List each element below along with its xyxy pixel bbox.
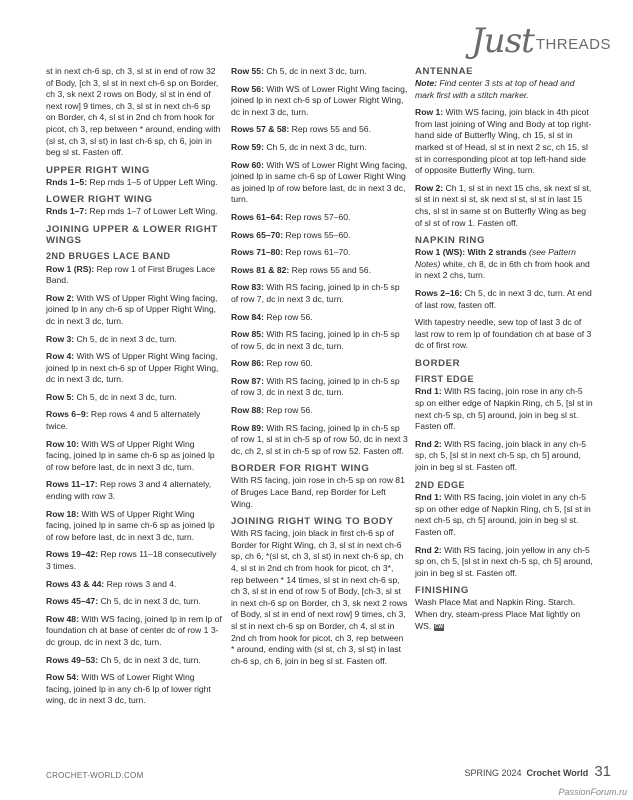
row-label: Row 2:: [46, 292, 75, 303]
paragraph: With tapestry needle, sew top of last 3 dc of last row to rem lp of foundation ch at base of 3 dc of first row.: [415, 317, 592, 351]
column-3: [415, 66, 593, 638]
row-text: With WS of Lower Right Wing facing, joined lp in same ch-6 sp of Lower Right Wing as joined lp of row before last, dc in next 3 dc, turn.: [231, 159, 408, 205]
row-label: Rows 19–42:: [46, 549, 99, 560]
paragraph: Wash Place Mat and Napkin Ring. Starch. When dry, steam-press Place Mat lightly on WS.: [415, 597, 581, 631]
row-text: Rep rows 4 and 5 alternately twice.: [46, 409, 201, 432]
header-logo: [471, 12, 611, 61]
row-label: Row 55:: [231, 66, 264, 76]
logo-threads: THREADS: [535, 36, 611, 53]
row-label: Row 3:: [46, 333, 75, 344]
subsection-heading: FIRST EDGE: [415, 373, 475, 384]
row-label: Row 1:: [415, 107, 444, 118]
row-label: Row 1 (RS):: [46, 263, 95, 274]
row-label: Row 59:: [231, 141, 264, 152]
row-text: Rep rows 55 and 56.: [289, 124, 371, 135]
row-label: Rnds 1–7:: [46, 206, 88, 217]
row-label: Rnd 1:: [415, 386, 442, 397]
row-label: Row 86:: [231, 358, 264, 369]
row-label: Row 89:: [231, 422, 264, 433]
row-label: Rows 57 & 58:: [231, 124, 290, 135]
paragraph: With RS facing, join black in first ch-6 sp of Border for Right Wing, ch 3, sl st in next ch-6 sp, ch 6, *(sl st, ch 3, sl st) in next ch-6 sp, ch 4, sl st in 2nd ch from hook for picot, ch 3*, rep between * 14 times, sl st in next ch-6 sp, ch 3, sl st in end of row 5 of Body, [ch-3, sl st in next ch-6 sp on Border, ch 3, sk next 2 rows of Body, sl st in end of next row] 9 times, ch 3, sl st in next ch-6 sp on Border, ch 4, sl st in 2nd ch from hook for picot, ch 3, rep between * around, ending with (sl st, ch 3, sl st) in last ch-6 sp, ch 6, join in beg sl st. Fasten off.: [231, 528, 408, 666]
row-text: Rep rows 3 and 4 alternately, ending with row 3.: [46, 479, 212, 502]
row-label: Rows 71–80:: [231, 247, 284, 258]
row-text: Rep row 56.: [263, 311, 313, 322]
row-text: With RS facing, joined lp in ch-5 sp of row 7, dc in next 3 dc, turn.: [231, 282, 400, 304]
row-label: Rows 49–53:: [46, 654, 99, 665]
row-label: Row 5:: [46, 391, 75, 402]
row-label: Rows 61–64:: [231, 211, 284, 222]
row-text: white, ch 8, dc in 6th ch from hook and in next 2 chs, turn.: [415, 258, 590, 281]
row-label: Row 54:: [46, 672, 79, 683]
paragraph: st in next ch-6 sp, ch 3, sl st in end of row 32 of Body, [ch 3, sl st in next ch-6 sp on Border, ch 3, sk next 2 rows on Body, sl st in end of next row] 9 times, ch 3, sl st in next ch-6 sp on Border, ch 4, sl st in 2nd ch from hook for picot, ch 3, rep between * around, ending with (sl st, ch 3, sl st) in last ch-6 sp, ch 6, join in beg sl st. Fasten off.: [46, 66, 221, 158]
section-heading: ANTENNAE: [415, 66, 474, 77]
row-text: Rep row 1 of First Bruges Lace Band.: [46, 263, 216, 286]
row-label-strands: With 2 strands: [465, 247, 527, 258]
row-text: Ch 5, dc in next 3 dc, turn.: [263, 66, 367, 76]
row-text: With RS facing, joined lp in ch-5 sp of row 1, sl st in ch-5 sp of row 50, dc in next 3 dc, ch 2, sl st in ch-5 sp of row 52. Fasten off.: [231, 422, 408, 456]
row-label: Rows 45–47:: [46, 596, 99, 607]
row-label: Rows 65–70:: [231, 229, 284, 240]
row-text: Rep rows 55–60.: [283, 229, 351, 240]
footer-site: CROCHET-WORLD.COM: [46, 771, 144, 780]
row-label: Row 56:: [231, 83, 264, 94]
row-label: Rnds 1–5:: [46, 176, 88, 187]
footer-magazine: Crochet World: [526, 768, 589, 778]
subsection-heading: 2ND BRUGES LACE BAND: [46, 250, 171, 261]
section-heading: BORDER FOR RIGHT WING: [231, 463, 370, 475]
row-label: Row 1 (WS):: [415, 247, 466, 258]
row-text: Rep row 60.: [263, 358, 313, 369]
row-text: Rep rows 3 and 4.: [104, 578, 177, 589]
row-text: Rep rows 11–18 consecutively 3 times.: [46, 549, 217, 571]
section-heading: UPPER RIGHT WING: [46, 164, 150, 176]
row-text: Ch 5, dc in next 3 dc, turn.: [98, 654, 201, 665]
row-text: Ch 5, dc in next 3 dc, turn. At end of last row, fasten off.: [415, 287, 592, 310]
section-heading: FINISHING: [415, 585, 469, 597]
row-label: Row 18:: [46, 508, 79, 519]
section-heading: BORDER: [415, 357, 461, 369]
row-label: Row 60:: [231, 159, 264, 170]
row-label: Row 83:: [231, 282, 264, 293]
note-label: Note:: [415, 78, 437, 88]
row-text: With WS of Upper Right Wing facing, joined lp in any ch-6 sp of Upper Right Wing, dc in next 3 dc, turn.: [46, 292, 218, 326]
row-text: With RS facing, join violet in any ch-5 sp on other edge of Napkin Ring, ch 5, [sl st in next ch-5 sp, ch 5] around, join in beg sl st. Fasten off.: [415, 492, 591, 537]
row-text: With WS of Upper Right Wing facing, joined lp in next ch-6 sp of Upper Right Wing, dc in next 3 dc, turn.: [46, 351, 219, 385]
row-text: Ch 5, dc in next 3 dc, turn.: [263, 141, 367, 152]
row-text: With WS of Upper Right Wing facing, joined lp in same ch-6 sp as joined lp of row before last, dc in next 3 dc, turn.: [46, 508, 215, 542]
subsection-heading: 2ND EDGE: [415, 479, 466, 490]
row-label: Rows 81 & 82:: [231, 264, 290, 275]
row-text: Ch 5, dc in next 3 dc, turn.: [98, 596, 201, 607]
row-label: Row 87:: [231, 375, 264, 386]
row-label: Rows 43 & 44:: [46, 578, 105, 589]
section-heading: JOINING UPPER & LOWER RIGHT WINGS: [46, 223, 218, 246]
row-note: (see Pattern Notes): [415, 247, 576, 269]
row-label: Row 85:: [231, 329, 264, 340]
footer-season: SPRING 2024: [464, 768, 522, 778]
row-text: With WS facing, joined lp in rem lp of foundation ch at base of center dc of row 1 3-dc group, dc in next 3 dc, turn.: [46, 613, 222, 647]
footer: [0, 760, 633, 800]
row-label: Rnd 2:: [415, 544, 442, 555]
row-label: Rows 11–17:: [46, 479, 98, 490]
row-text: Rep rows 57–60.: [283, 211, 351, 222]
row-text: With WS of Lower Right Wing facing, joined lp in next ch-6 sp of Lower Right Wing, dc in next 3 dc, turn.: [231, 83, 408, 117]
row-text: With WS facing, join black in 4th picot from last joining of Wing and Body at top right-hand side of Butterfly Wing, ch 15, sl st in marked st of Head, sl st in next 2 sc, ch 15, sl st in corresponding picot at top left-hand side of opposite Butterfly Wing, turn.: [415, 107, 592, 176]
row-text: With RS facing, join rose in any ch-5 sp on either edge of Napkin Ring, ch 5, [sl st in next ch-5 sp, ch 5] around, join in beg sl st. Fasten off.: [415, 386, 593, 432]
row-text: Ch 5, dc in next 3 dc, turn.: [74, 391, 177, 402]
row-text: Rep rows 55 and 56.: [289, 264, 371, 275]
row-label: Row 48:: [46, 613, 79, 624]
row-label: Row 88:: [231, 405, 264, 416]
row-text: With RS facing, joined lp in ch-5 sp of row 3, dc in next 3 dc, turn.: [231, 375, 400, 398]
row-label: Row 2:: [415, 182, 444, 193]
row-text: Ch 1, sl st in next 15 chs, sk next sl st, sl st in next sl st, sk next sl st, sl st in last 15 chs, sl st in same st on Butterfly Wing as beg of sl st of row 1. Fasten off.: [415, 182, 592, 228]
row-text: With WS of Lower Right Wing facing, joined lp in any ch-6 lp of lower right wing, dc in next 3 dc, turn.: [46, 672, 211, 706]
row-label: Row 84:: [231, 311, 264, 322]
note-text: Find center 3 sts at top of head and mark first with a stitch marker.: [415, 78, 575, 100]
row-label: Row 4:: [46, 351, 75, 362]
row-text: Ch 5, dc in next 3 dc, turn.: [74, 333, 177, 344]
row-text: With RS facing, join yellow in any ch-5 sp on, ch 5, [sl st in next ch-5 sp, ch 5] around, join in beg sl st. Fasten off.: [415, 544, 593, 578]
row-label: Rnd 2:: [415, 438, 442, 449]
row-text: With RS facing, joined lp in ch-5 sp of row 5, dc in next 3 dc, turn.: [231, 329, 400, 351]
section-heading: NAPKIN RING: [415, 235, 486, 247]
row-text: With WS of Upper Right Wing facing, joined lp in same ch-6 sp as joined lp of row before last, dc in next 3 dc, turn.: [46, 438, 215, 472]
row-label: Rows 2–16:: [415, 287, 463, 298]
row-label: Row 10:: [46, 438, 79, 449]
row-text: Rep row 56.: [263, 405, 313, 416]
column-1: [46, 66, 222, 713]
end-mark-icon: CW: [434, 623, 443, 630]
watermark: PassionForum.ru: [558, 787, 627, 797]
logo-just: Just: [471, 21, 534, 61]
row-text: Rep rnds 1–5 of Upper Left Wing.: [87, 176, 218, 187]
column-2: [231, 66, 408, 673]
row-label: Rows 6–9:: [46, 409, 89, 420]
page-number: 31: [594, 763, 611, 780]
section-heading: LOWER RIGHT WING: [46, 194, 153, 206]
section-heading: JOINING RIGHT WING TO BODY: [231, 516, 394, 528]
row-text: Rep rows 61–70.: [283, 247, 351, 258]
row-text: Rep rnds 1–7 of Lower Left Wing.: [87, 206, 218, 217]
paragraph: With RS facing, join rose in ch-5 sp on row 81 of Bruges Lace Band, rep Border for Left Wing.: [231, 475, 405, 509]
row-text: With RS facing, join black in any ch-5 sp, ch 5, [sl st in next ch-5 sp, ch 5] around, join in beg sl st. Fasten off.: [415, 438, 586, 473]
row-label: Rnd 1:: [415, 492, 442, 503]
